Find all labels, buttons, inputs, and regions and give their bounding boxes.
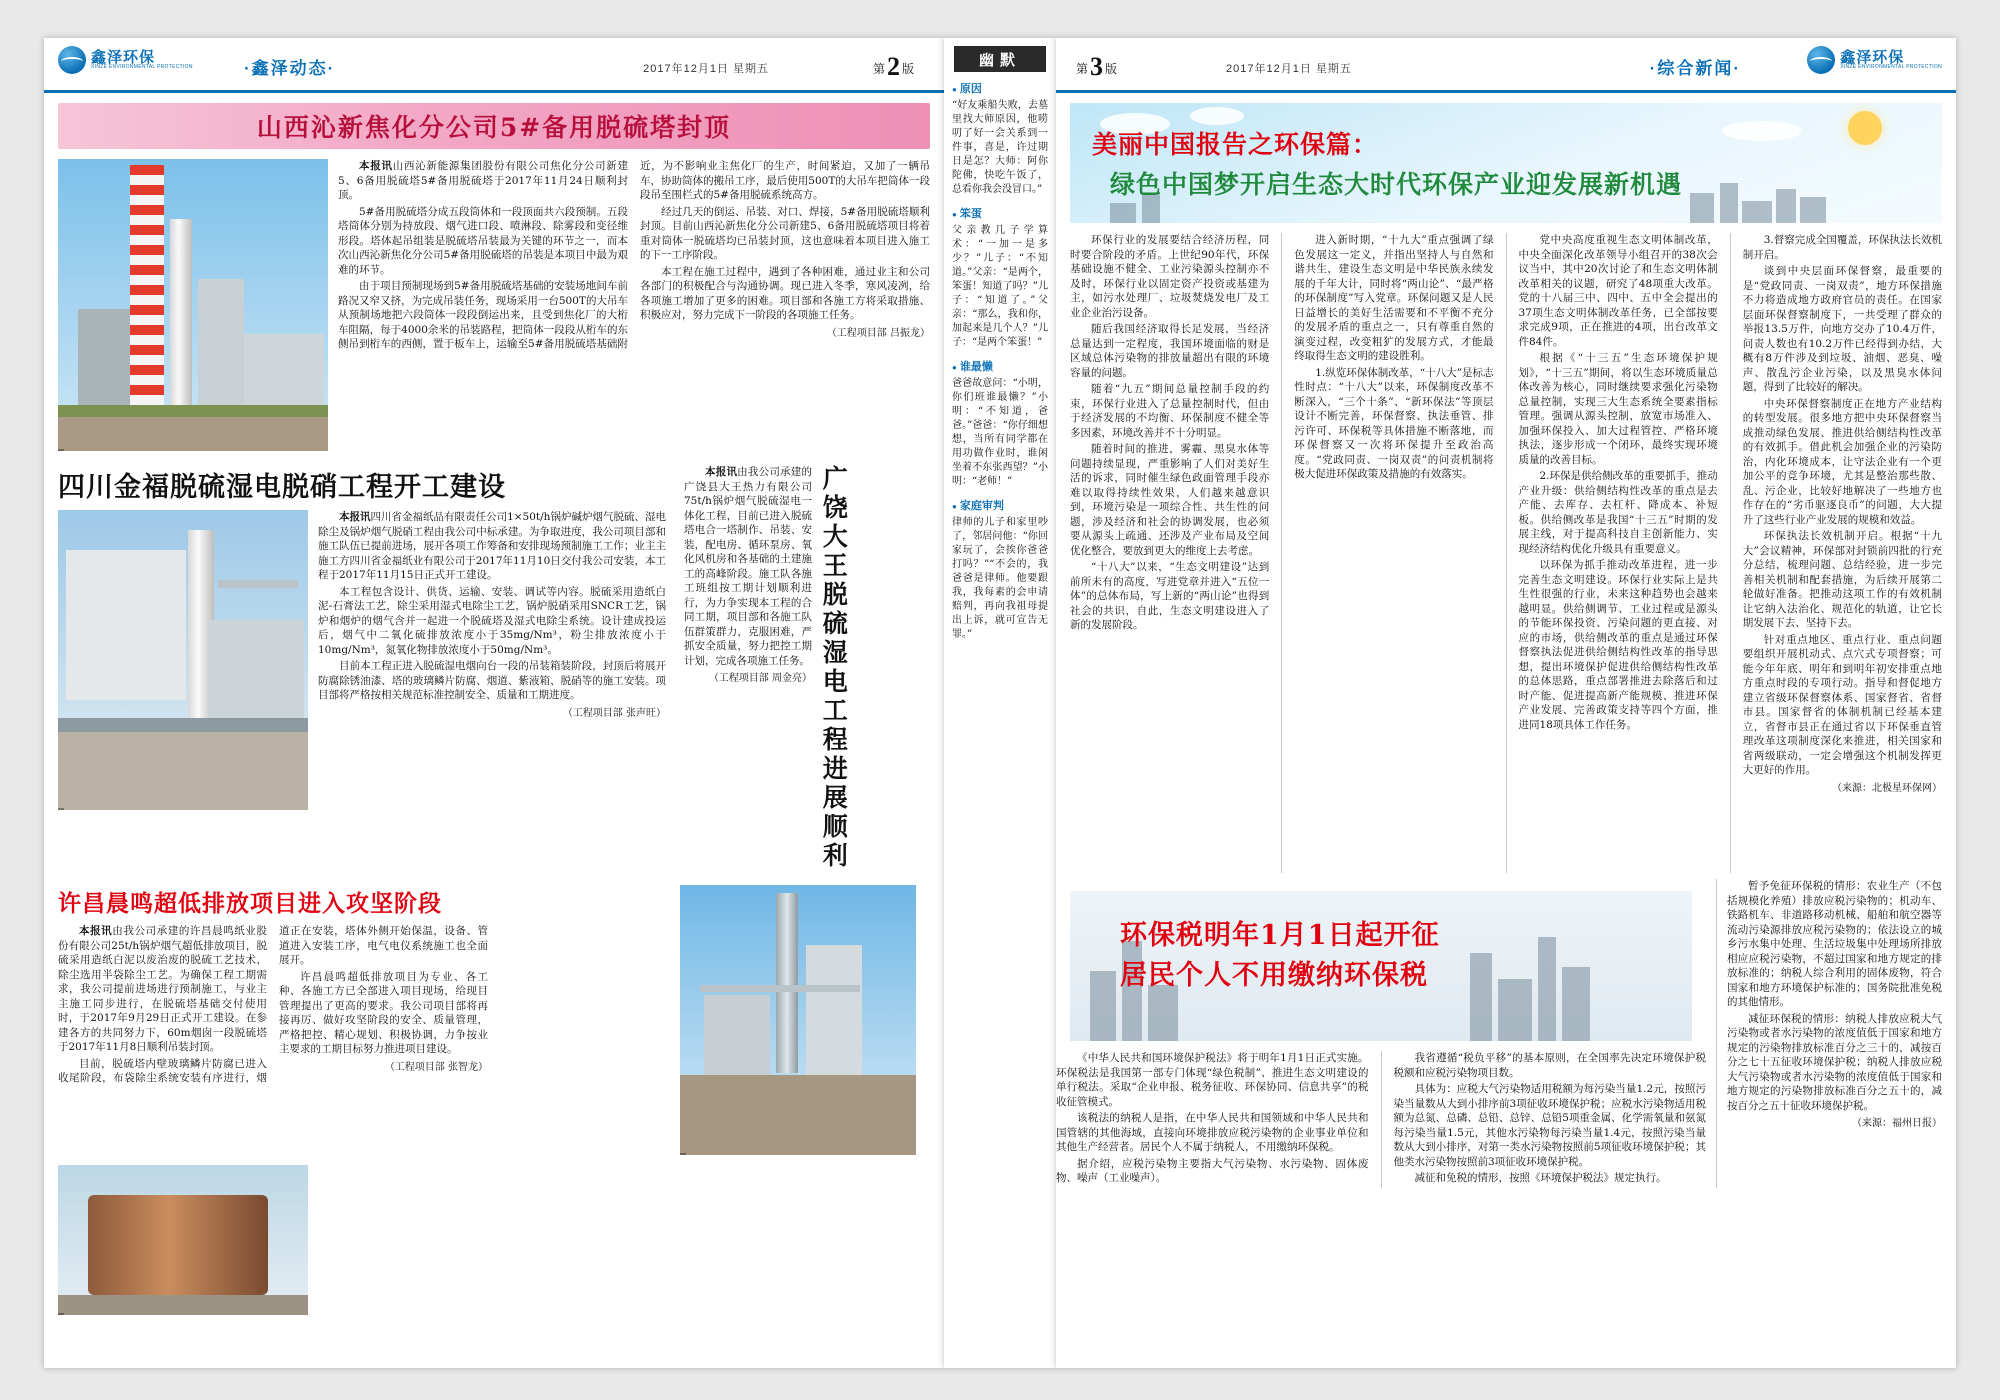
vertical-headline: 广饶大王脱硫湿电工程进展顺利: [819, 465, 849, 871]
humor-item-body: 父亲教几子学算术：“一加一是多少？”儿子：“不知道。”父亲：“是两个，笨蛋！知道了吗？”儿子：“知道了。”父亲：“那么，我和你，加起来是几个人？”儿子：“是两个笨蛋！”: [952, 225, 1048, 348]
masthead-right: [1056, 38, 1956, 93]
humor-title: 幽默: [954, 46, 1046, 72]
feature-p3: 随着“九五”期间总量控制手段的约束，环保行业进入了总量控制时代，但由于经济发展的不均衡、环保制度不健全等多因素，环境改善并不十分明显。: [1070, 383, 1270, 439]
feature-p14: 中央环保督察制度正在地方产业结构的转型发展。很多地方把中央环保督察当成推动绿色发展、推进供给侧结构性改革的有效抓手。借此机会加强企业的污染防治，内化环境成本，让守法企业有一个更加公平的竞争环境，尤其是整治那些散、乱、污企业，比较好地解决了一些地方也作存在的“劣币驱逐良币”的问题，大大提升了这些行业产业发展的规模和效益。: [1742, 397, 1942, 526]
humor-item-title: ● 原因: [952, 80, 1048, 96]
feature-col-2: [1294, 233, 1493, 873]
headline-3: 许昌晨鸣超低排放项目进入攻坚阶段: [58, 890, 442, 917]
brand-name-cn: 鑫泽环保: [91, 49, 156, 66]
feature-p12: 3.督察完成全国覆盖，环保执法长效机制开启。: [1742, 234, 1942, 261]
tax-banner: [1070, 891, 1692, 1041]
feature-p6: 进入新时期，“十九大”重点强调了绿色发展这一定义，并指出坚持人与自然和谐共生，建设生态文明是中华民族永续发展的千年大计，同时将“两山论”、“最严格的环保制度”写入党章。环保问题又是人民日益增长的美好生活需要和不平衡不充分的发展矛盾的重点之一，只有尊重自然的演变过程，改变粗犷的发展方式，才能最终取得生态文明的建设胜利。: [1294, 234, 1494, 362]
humor-item-title: ● 谁最懒: [952, 358, 1048, 374]
humor-item-title: ● 家庭审判: [952, 497, 1048, 513]
page-label-pre: 第: [872, 62, 885, 76]
humor-item-body: 律师的儿子和家里吵了，邻居问他：“你回家玩了，会挨你爸爸打吗？”“不会的，我爸爸是律师。他要跟我，我每素的会申请赔判，再向我祖母提出上诉，就可宣告无罪。”: [952, 517, 1048, 640]
feature-source: （来源：北极星环保网）: [1832, 782, 1942, 794]
tax-col-1: [1056, 1051, 1369, 1188]
tax-article: [1056, 1051, 1706, 1188]
article-2-p3: 目前本工程正进入脱硫湿电烟向台一段的吊装箱装阶段，封顶后将展开防腐除锈油漆、塔的玻璃鳞片防腐、烟道、紫液箱、脱硝等的施工安装。项目部将严格按相关规范标准控制安全、质量和工期进度。: [318, 660, 666, 701]
tax-p2: 该税法的纳税人是指，在中华人民共和国领域和中华人民共和国管辖的其他海域，直接向环境排放应税污染物的企业事业单位和其他生产经营者。居民个人不属于纳税人，不用缴纳环保税。: [1056, 1112, 1369, 1153]
article-1-p1: 本报讯山西沁新能源集团股份有限公司焦化分公司新建5、6备用脱硫塔5#备用脱硫塔于2017年11月24日顺利封顶。: [338, 160, 629, 201]
humor-item-body: “好友乘船失败，去墓里找大师原因，他唠叨了好一会关系到一件事，喜是，许过期日是怎？大师：阿你陀佛，快吃午饭了，总看你我会没冒口。”: [952, 100, 1048, 195]
feature-col-4: [1743, 233, 1942, 873]
photo-tank: [58, 1165, 308, 1315]
globe-icon: [58, 46, 86, 74]
photo-boiler-plant: [58, 510, 308, 810]
feature-p5: “十八大”以来，“生态文明建设”达到前所未有的高度，写进党章并进入“五位一体”的总体布局，写上新的“两山论”也得到社会的共识，自此，生态文明建设进入了新的发展阶段。: [1070, 561, 1270, 631]
humor-item: [952, 205, 1048, 350]
feature-title-line2: 绿色中国梦开启生态大时代环保产业迎发展新机遇: [1110, 170, 1683, 199]
photo-stack-construction: [680, 885, 916, 1155]
tax-title-line1: 环保税明年1月1日起开征: [1120, 920, 1440, 951]
headline-1: 山西沁新焦化分公司5#备用脱硫塔封顶: [256, 113, 732, 142]
article-1-signature: （工程项目部 吕振龙）: [826, 327, 930, 339]
photo-caption-2: [58, 808, 64, 810]
sun-icon: [1848, 111, 1882, 145]
photo-desulfurization-tower: [58, 159, 328, 451]
page-label-pre: 第: [1076, 62, 1089, 76]
article-3-signature: （工程项目部 张智龙）: [384, 1061, 488, 1073]
tax-p7: 暂予免征环保税的情形：农业生产（不包括规模化养殖）排放应税污染物的；机动车、铁路机车、非道路移动机械、船舶和航空器等流动污染源排放应税污染物的；依法设立的城乡污水集中处理、生活垃圾集中处理场所排放相应应税污染物，不超过国家和地方规定的排放标准的；纳税人综合利用的固体废物，符合国家和地方环境保护标准的；国务院批准免税的其他情形。: [1727, 880, 1942, 1008]
article-1-block: [58, 159, 930, 451]
article-2-p1: 本报讯四川省金福纸品有限责任公司1×50t/h锅炉碱炉烟气脱硫、湿电除尘及锅炉烟气脱硝工程由我公司中标承建。为争取进度，我公司项目部和施工队伍已提前进场，展开各项工作筹备和安排现场预制施工工作；业主主施工方四川省金福纸业有限公司于2017年11月10日交付我公司安装，本工程于2017年11月15日正式开工建设。: [318, 511, 666, 581]
photo-caption-4: [58, 1313, 64, 1315]
article-2-text: [318, 510, 666, 810]
brand-name-en: XINZE ENVIRONMENTAL PROTECTION: [1840, 64, 1942, 70]
article-4-block: [680, 451, 944, 871]
page-3: [1056, 38, 1956, 1368]
article-4-text: [684, 465, 812, 871]
article-3-p1: 本报讯由我公司承建的许昌晨鸣纸业股份有限公司25t/h锅炉烟气超低排放项目，脱硫采用造纸白泥以废治废的脱硫工艺技术，除尘选用半袋除尘工艺。为确保工程工期需求，我公司提前进场进行预制施工，与业主主施工同步进行，在脱硫塔基础交付使用时，于2017年9月29日正式开工建设。在参建各方的共同努力下，60m烟囱一段脱硫塔于2017年11月8日顺利吊装封顶。: [58, 925, 267, 1053]
humor-item: [952, 358, 1048, 489]
article-3-block: [58, 924, 666, 1086]
feature-p2: 随后我国经济取得长足发展，当经济总量达到一定程度，我国环境面临的财是区域总体污染物的排放量超出有限的环境容量的问题。: [1070, 323, 1270, 379]
tax-p5: 具体为：应税大气污染物适用税额为每污染当量1.2元，按照污染当量数从大到小排序前3项征收环境保护税；应税水污染物适用税额为总氮、总磷、总铅、总锌、总铅5项重金属、化学需氧量和氨氮每污染当量1.5元，其他水污染物每污染当量1.4元，按照污染当量数从大到小排序，对第一类水污染物按照前5项征收环境保护税；其他类水污染物按照前3项征收环境保护税。: [1393, 1083, 1706, 1168]
tax-col-2: [1394, 1051, 1707, 1188]
brand-logo-right: [1807, 46, 1942, 74]
article-2-p2: 本工程包含设计、供货、运输、安装、调试等内容。脱硫采用造纸白泥-石膏法工艺，除尘采用湿式电除尘工艺，锅炉脱硝采用SNCR工艺，锅炉和烟炉的烟气含并一起进一个脱硫塔及湿式电除尘系统。设计建成投运后，烟气中二氧化硫排放浓度小于35mg/Nm³，粉尘排放浓度小于10mg/Nm³，氮氧化物排放浓度小于50mg/Nm³。: [318, 585, 666, 656]
feature-col-1: [1070, 233, 1269, 873]
article-1-text: [338, 159, 930, 451]
article-2-block: [58, 510, 666, 810]
tax-col-3: [1727, 879, 1956, 1188]
article-4-p1: 本报讯由我公司承建的广饶县大王热力有限公司75t/h锅炉烟气脱硫湿电一体化工程，目前已进入脱硫塔电合一塔制作、吊装、安装，配电房、循环泵房、氧化风机房和各基础的土建施工的高峰阶段。施工队各施工班组按工期计划顺利进行，为力争实现本工程的合同工期，项目部和各施工队伍群策群力，克服困难，严抓安全质量，努力把控工期计划，完成各项施工任务。: [684, 466, 813, 667]
feature-p1: 环保行业的发展要结合经济历程，同时要合阶段的矛盾。上世纪90年代，环保基础设施不健全、工业污染源头控制亦不及时，环保行业以固定资产投资或基建为主，如污水处理厂、垃圾焚烧发电厂及工业企业治污设备。: [1070, 234, 1270, 319]
article-1-p5: 本工程在施工过程中，遇到了各种困难，通过业主和公司各部门的积极配合与沟通协调。现已进入冬季，寒风凌冽，给各项施工增加了更多的困难。项目部和各施工方将采取措施、积极应对，努力完成下一阶段的各项施工任务。: [640, 265, 930, 321]
tax-p1: 《中华人民共和国环境保护税法》将于明年1月1日正式实施。环保税法是我国第一部专门体现“绿色税制”、推进生态文明建设的单行税法。采取“企业申报、税务征收、环保协同、信息共享”的税收征管模式。: [1056, 1052, 1369, 1108]
page-number-value: 2: [886, 52, 900, 81]
feature-p8: 党中央高度重视生态文明体制改革，中央全面深化改革领导小组召开的38次会议当中，其中20次讨论了和生态文明体制改革相关的议题，研究了48项重大改革。党的十八届三中、四中、五中全会提出的37项生态文明体制改革任务，已全部按要求完成9项，正在推进的4项，出台改革文件84件。: [1518, 234, 1718, 348]
article-2-signature: （工程项目部 张声旺）: [562, 707, 666, 719]
tax-source: （来源：福州日报）: [1852, 1118, 1942, 1129]
photo-caption-1: [58, 449, 64, 451]
page-label-post: 版: [1105, 62, 1118, 76]
feature-p10: 2.环保是供给侧改革的重要抓手，推动产业升级：供给侧结构性改革的重点是去产能、去库存、去杠杆、降成本、补短板。供给侧改革是我国“十三五”时期的发展主线，对于提高科技自主创新能力、实现经济结构优化升级具有重要意义。: [1518, 470, 1718, 555]
feature-title-line1: 美丽中国报告之环保篇：: [1092, 130, 1379, 159]
issue-date-right: 2017年12月1日 星期五: [1226, 63, 1352, 75]
article-3-p3: 许昌晨鸣超低排放项目为专业、各工种、各施工方已全部进入项目现场，给现目管理提出了更高的要求。我公司项目部将再接再厉、做好攻坚阶段的安全、质量管理，严格把控、精心规划、积极协调，力争按业主要求的工期目标努力推进项目建设。: [279, 970, 488, 1055]
article-3-p2: 目前，脱硫塔内壁玻璃鳞片防腐已进入收尾阶段，布袋除尘系统安装有序进行，烟道正在安装，塔体外侧开始保温，设备、管道进入安装工序，电气电仪系统施工也全面展开。: [58, 925, 488, 1084]
tax-title-line2: 居民个人不用缴纳环保税: [1120, 960, 1428, 991]
headline-banner-1: [58, 103, 930, 149]
feature-article: [1070, 233, 1942, 873]
tax-p6: 减征和免税的情形，按照《环境保护税法》规定执行。: [1414, 1172, 1667, 1184]
tax-p4: 我省遵循“税负平移”的基本原则，在全国率先决定环境保护税税额和应税污染物项目数。: [1393, 1052, 1706, 1079]
feature-p16: 针对重点地区、重点行业、重点问题要组织开展机动式、点穴式专项督察；可能今年年底、明年和到明年初安排重点地方重点时段的专项行动。指导和督促地方建立省级环保督察体系、国家督省、省督市县。国家督省的体制机制已经基本建立，省督市县正在通过省以下环保垂直管理改革这项制度深化来推进，相关国家和省两级联动，一定会增强这个机制发挥更大更好的作用。: [1742, 633, 1942, 776]
page-2: [44, 38, 944, 1368]
issue-date-left: 2017年12月1日 星期五: [643, 63, 769, 75]
page-number-value: 3: [1090, 52, 1104, 81]
humor-item: [952, 80, 1048, 197]
humor-item-body: 爸爸故意问：“小明，你们班谁最懒？”小明：“不知道，爸爸。”爸爸：“你仔细想想，当所有同学都在用功做作业时，谁闲坐着不东张西望？”小明：“老师！”: [952, 378, 1048, 487]
article-4-signature: （工程项目部 周金亮）: [708, 673, 812, 684]
article-1-p2: 5#备用脱硫塔分成五段筒体和一段顶面共六段预制。五段塔筒体分别为持放段、烟气进口段、喷淋段、除雾段和变径维形段。塔体起吊组装是脱硫塔吊装最为关键的环节之一，而本次山西沁新焦化分公司5#备用脱硫塔的吊装是本项目中最为艰难的环节。: [338, 205, 628, 276]
photo-caption-3: [680, 1153, 686, 1155]
headline-2: 四川金福脱硫湿电脱硝工程开工建设: [58, 472, 506, 503]
page-label-post: 版: [901, 62, 914, 76]
brand-logo-left: [58, 46, 193, 74]
article-3-text: [58, 924, 488, 1086]
page-number-left: [873, 52, 914, 82]
section-tag-left: ·鑫泽动态·: [244, 59, 336, 78]
feature-banner: [1070, 103, 1942, 223]
feature-p15: 环保执法长效机制开启。根据“十九大”会议精神，环保部对封锁前四批的行充分总结，梳理问题、总结经验，进一步完善相关机制和配套措施，为后续开展第二轮做好准备。把推动这项工作的有效机制让它纳入法治化、规范化的轨道，让它长期发展下去、坚持下去。: [1742, 530, 1942, 629]
tax-p3: 据介绍，应税污染物主要指大气污染物、水污染物、固体废物、噪声（工业噪声）。: [1056, 1157, 1369, 1184]
globe-icon: [1807, 46, 1835, 74]
section-tag-right: ·综合新闻·: [1649, 59, 1741, 78]
feature-p13: 谈到中央层面环保督察，最重要的是“党政同责、一岗双责”，地方环保措施不力将造成地方政府官员的责任。在国家层面环保督察制度下，一共受理了群众的举报13.5万件，向地方交办了10.4万件，问责人数也有10.2万件已经得到办结，大概有8万件涉及到垃圾、油烟、恶臭、噪声、散乱污企业污染，以及黑臭水体问题，得到了比较好的解决。: [1742, 265, 1942, 393]
masthead-left: [44, 38, 944, 93]
page-number-right: [1076, 52, 1117, 82]
feature-p11: 以环保为抓手推动改革进程，进一步完善生态文明建设。环保行业实际上是共生性很强的行业，未来这种趋势也会越来越明显。供给侧调节、工业过程或是源头的节能环保投资、污染问题的更直接、对应的市场，供给侧改革的重点是通过环保督察执法促进供给侧结构性改革的指导思想，提出环境保护促进供给侧结构性改革的总体思路，重点部署推进去除落后和过时产能、促进提高新产能规模、推进环保产业发展、完善政策支持等四个方面，推进同18项具体工作任务。: [1518, 559, 1718, 731]
feature-col-3: [1519, 233, 1718, 873]
tax-p8: 减征环保税的情形：纳税人排放应税大气污染物或者水污染物的浓度值低于国家和地方规定的污染物排放标准百分之三十的，减按百分之七十五征收环境保护税；纳税人排放应税大气污染物或者水污染物的浓度值低于国家和地方规定的污染物排放标准百分之五十的，减按百分之五十征收环境保护税。: [1727, 1012, 1942, 1112]
humor-column: [944, 38, 1056, 1368]
article-1-p3: 由于项目预制现场到5#备用脱硫塔基础的安装场地间车前路况又窄又挤，为完成吊装任务，现场采用一台500T的大吊车从预制场地把六段筒体一段段倒运出来，且受到焦化厂的大桁车阻隔，每于4000余米的吊装路程，把筒体一段段从桁车的东侧吊到桁车的西侧，置于板车上，运输至5#备用脱硫塔基础附近，为不影响业主焦化厂的生产，时间紧迫，又加了一辆吊车，协助筒体的搬吊工序，最后使用500T的大吊车把筒体一段段吊至围栏式的5#备用脱硫系统高方。: [338, 160, 930, 350]
article-1-p4: 经过几天的倒运、吊装、对口、焊接，5#备用脱硫塔顺利封顶。目前山西沁新焦化分公司新建5、6备用脱硫塔项目将着重对筒体一脱硫塔均已吊装封顶，这也意味着本项目进入施工的下一工序阶段。: [640, 205, 930, 261]
brand-name-cn: 鑫泽环保: [1840, 49, 1905, 66]
humor-item: [952, 497, 1048, 642]
feature-p4: 随着时间的推进，雾霾、黑臭水体等问题持续显现，严重影响了人们对美好生活的诉求，同时催生绿色政面管理手段亦难以取得持续性效果，人们越来越意识到，环境污染是一项综合性、共生性的问题，涉及经济和社会的协调发展，也必须要从源头上疏通、还涉及产业布局及空间优化整合，要放到更大的维度上去考虑。: [1070, 443, 1270, 557]
brand-name-en: XINZE ENVIRONMENTAL PROTECTION: [91, 64, 193, 70]
feature-p7: 1.纵览环保体制改革，“十八大”是标志性时点：“十八大”以来，环保制度改革不断深入，“三个十条”、“新环保法”等顶层设计不断完善，环保督察、执法垂管、排污许可、环保税等具体措施不断落地，而环保督察又一次将环保提升至政治高度。“党政同责、一岗双责”的问责机制将极大促进环保政策及措施的有效落实。: [1294, 366, 1494, 480]
humor-item-title: ● 笨蛋: [952, 205, 1048, 221]
feature-p9: 根据《“十三五”生态环境保护规划》，“十三五”期间，将以生态环境质量总体改善为核心，同时继续要求强化污染物总量控制，实现三大生态系统全要素指标管理。强调从源头控制，放宽市场准入、加强环保投入、加大过程管控、严格环境执法，逐步形成一个闭环，最终实现环境质量的改善目标。: [1518, 352, 1718, 466]
